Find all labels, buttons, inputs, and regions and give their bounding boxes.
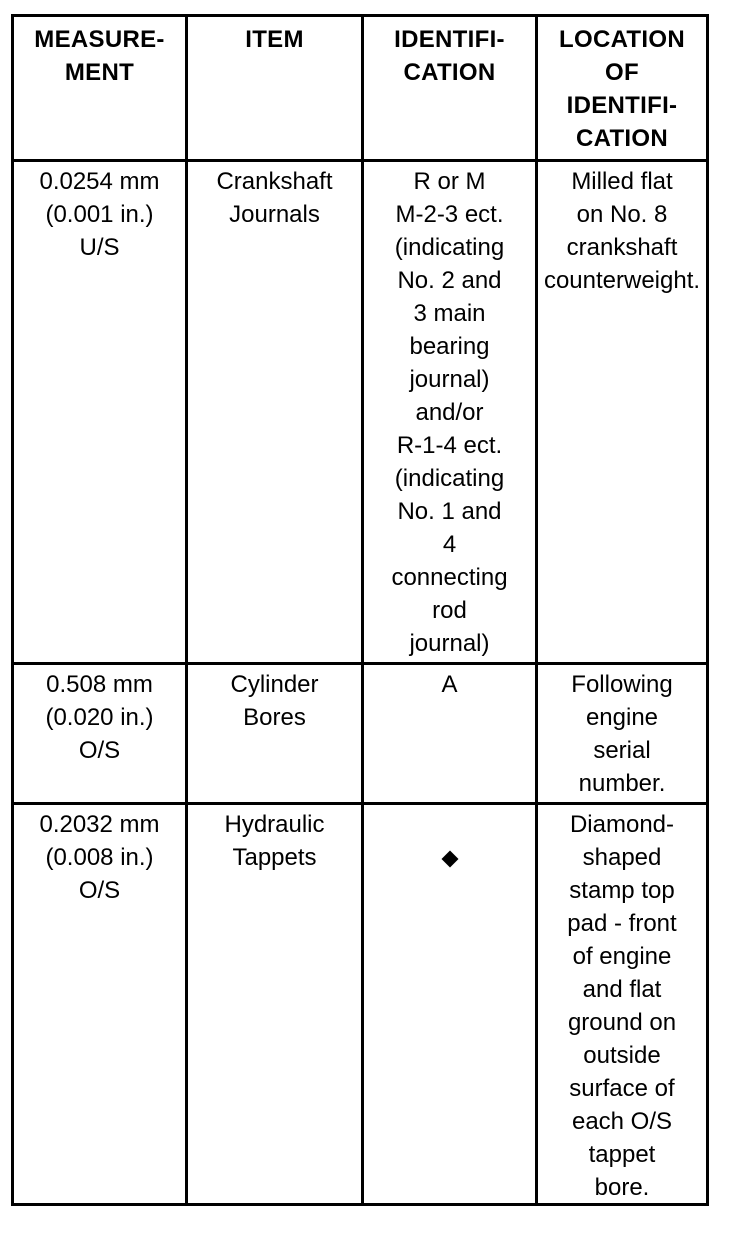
diamond-icon (441, 851, 458, 868)
cell-measurement: 0.508 mm (0.020 in.) O/S (45, 671, 154, 764)
header-identification: IDENTIFI- CATION (394, 26, 505, 86)
header-measurement: MEASURE- MENT (34, 26, 165, 86)
header-location: LOCATION OF IDENTIFI- CATION (559, 26, 685, 152)
cell-item: Hydraulic Tappets (224, 811, 325, 871)
cell-identification: R or M M-2-3 ect. (indicating No. 2 and 3 main bearing journal) and/or R-1-4 ect. (indicating No. 1 and 4 connecting rod journal) (391, 168, 508, 657)
row-divider (14, 802, 706, 805)
specifications-table (11, 14, 709, 1206)
cell-item: Crankshaft Journals (216, 168, 333, 228)
cell-measurement: 0.0254 mm (0.001 in.) U/S (39, 168, 160, 261)
header-item: ITEM (245, 26, 304, 53)
cell-measurement: 0.2032 mm (0.008 in.) O/S (39, 811, 160, 904)
cell-item: Cylinder Bores (230, 671, 319, 731)
cell-identification (364, 808, 535, 874)
row-divider (14, 662, 706, 665)
cell-location: Diamond- shaped stamp top pad - front of engine and flat ground on outside surface of each O/S tappet bore. (567, 811, 677, 1201)
row-divider (14, 159, 706, 162)
cell-location: Following engine serial number. (571, 671, 673, 797)
cell-location: Milled flat on No. 8 crankshaft counterweight. (543, 168, 701, 294)
cell-identification: A (441, 671, 458, 698)
